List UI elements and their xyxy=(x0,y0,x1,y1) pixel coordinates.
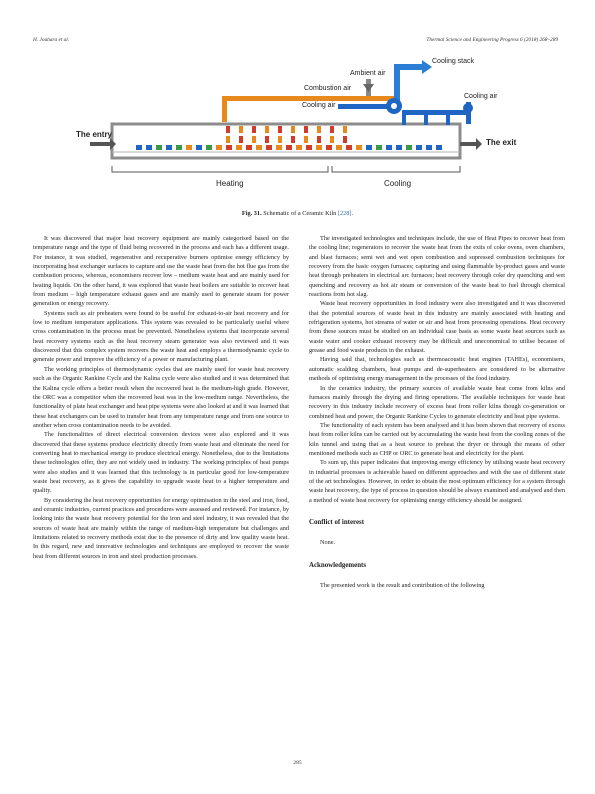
acknowledgements-text: The presented work is the result and contribution of the following xyxy=(320,582,485,589)
right-paragraph: Having said that, technologies such as thermoacoustic heat engines (TAHEs), economisers, automatic scalding chambers, heat pumps and de-superheaters are considered to be alternative methods of optimising energy management in the processes of the food industry. xyxy=(309,356,565,383)
label-cooling-stack: Cooling stack xyxy=(432,58,475,65)
cooling-stack-arrow-icon xyxy=(422,60,432,74)
label-exit: The exit xyxy=(486,138,517,147)
kiln-tunnel xyxy=(112,124,460,158)
heating-zone-bracket xyxy=(112,166,328,172)
left-paragraph: The functionalities of direct electrical conversion devices were also explored and it was discovered that these systems produce electricity directly from waste heat and eliminate the need for converting heat to mechanical energy to produce electrical energy. Nonetheless, due to the limitations these technologies offer, they are not widely used in industry. The working principles of heat pumps were also studies and it was learned that this technology is in particular good for low-temperature waste heat recovery, as it gives the capability to upgrade waste heat to a higher temperature and quality. xyxy=(33,431,289,495)
cooling-air-duct-left xyxy=(338,104,394,109)
right-column xyxy=(309,234,565,590)
label-ambient-air: Ambient air xyxy=(350,70,386,77)
right-paragraph: The investigated technologies and techniques include, the use of Heat Pipes to recover heat from the cooling line; regenerators to recover the waste heat from the exits of coke ovens, oven chambers, and blast furnaces; semi wet and wet open combustion and supressed combustion techniques for recovery from the basic oxygen furnaces; capturing and using flammable by-product gases and waste heat through preheaters in electrical arc furnaces; heat recovery through coke dry quenching and wet quenching and recovery as hot air steam or conversion of the waste heat to fuel through chemical reactions from hot slag. xyxy=(309,235,565,299)
cooling-zone-bracket xyxy=(332,166,460,172)
label-cooling: Cooling xyxy=(384,179,412,188)
running-header-authors: H. Jouhara et al. xyxy=(33,37,70,43)
cooling-air-duct-right xyxy=(402,110,470,115)
left-paragraph: It was discovered that major heat recovery equipment are mainly categorised based on the temperature range and the type of fluid being recovered in the process and each has a different usage. For instance, it was studied, regenerative and recuperative burners optimise energy efficiency by incorporating heat exchanger surfaces to capture and use the waste heat from the hot flue gas from the combustion process, whereas, economisers recover low – medium waste heat and are mainly used for heating liquids. On the other hand, it was explored that waste heat boilers are suitable to recover heat from medium – high temperature exhaust gases and are mainly used to generate steam for power generation or energy recovery. xyxy=(33,235,289,308)
combustion-air-duct xyxy=(222,96,394,101)
cooling-fan-right-icon xyxy=(463,103,473,113)
ambient-air-arrow-icon xyxy=(363,84,374,92)
figure-caption-label: Fig. 31. xyxy=(241,210,262,217)
left-paragraph: Systems such as air preheaters were found to be useful for exhaust-to-air heat recovery and for low to medium temperature applications. This system was revealed to be particularly useful where cross contamination in the process must be prevented. Nonetheless systems that incorporate several heat recovery systems such as the heat recovery steam generator was also reviewed and it was discovered that this complex system recovers the waste heat and employs a thermodynamic cycle to generate power and improve the efficiency of a power or manufacturing plant. xyxy=(33,309,289,364)
left-paragraph: The working principles of thermodynamic cycles that are mainly used for waste heat recovery such as the Organic Rankine Cycle and the Kalina cycle were also studied and it was determined that the Kalina cycle offers a better result when the recovered heat is the medium-high grade. However, the ORC was a competitor when the recovered heat was in the low-medium range. Nevertheless, the functionality of plate heat exchanger and heat pipe systems were also looked at and it was learned that these heat exchangers can be used to transfer heat from any temperature range and from one source to another when cross contamination needs to be avoided. xyxy=(33,365,289,429)
kiln-schematic-figure xyxy=(76,52,526,200)
conflict-of-interest-heading: Conflict of interest xyxy=(309,518,364,526)
right-paragraph: Waste heat recovery opportunities in food industry were also investigated and it was discovered that the potential sources of waste heat in this industry are mainly associated with heating and refrigeration systems, hot streams of water or air and heat from processing operations. Heat recovery from these sources must be studied on an individual case basis as some waste heat sources such as waste water and cooker exhaust recovery may be difficult and uneconomical to utilise because of grease and food waste products in the exhaust. xyxy=(309,300,565,355)
label-cooling-air-right: Cooling air xyxy=(464,93,498,100)
kiln-schematic-svg xyxy=(76,52,526,200)
exit-arrow-icon xyxy=(460,138,482,150)
left-paragraph: By considering the heat recovery opportunities for energy optimisation in the steel and iron, food, and ceramic industries, current practices and procedures were assessed and reviewed. For instance, by looking into the waste heat recovery potential for the iron and steel industry, it was revealed that the sources of waste heat are mainly within the range of medium-high temperature but challenges and limitations related to recovery methods exist due to the presence of dirty and low quality waste heat. In this regard, new and innovative technologies and techniques are employed to recover the waste heat from different sources in iron and steel production processes. xyxy=(33,496,289,560)
combustion-air-drop xyxy=(222,96,227,122)
running-header-journal: Thermal Science and Engineering Progress 6 (2018) 268–289 xyxy=(426,37,558,43)
cooling-stack-top xyxy=(394,64,422,70)
figure-caption: Fig. 31. Schematic of a Ceramic Kiln [228]. xyxy=(241,210,354,217)
label-combustion-air: Combustion air xyxy=(304,85,352,92)
label-entry: The entry xyxy=(76,130,113,139)
label-cooling-air-left: Cooling air xyxy=(302,102,336,109)
conflict-of-interest-text: None. xyxy=(320,539,336,547)
kiln-product-line xyxy=(136,145,442,150)
acknowledgements-heading: Acknowledgements xyxy=(309,561,367,569)
figure-caption-reference-link[interactable]: [228] xyxy=(337,210,352,217)
right-paragraph: The functionality of each system has been analysed and it has been shown that recovery of excess heat from roller kilns can be carried out by accumulating the waste heat from the cooling zones of the kiln tunnel and using that as a heat source to preheat the dryer or through the means of other mentioned methods such as CHP or ORC to generate heat and electricity for the plant. xyxy=(309,421,565,457)
left-column xyxy=(33,234,289,561)
right-paragraph: In the ceramics industry, the primary sources of available waste heat come from kilns and furnaces mainly through the drying and firing operations. The available techniques for waste heat recovery in this industry include recovery of excess heat from roller kilns though co-generation or combined heat and power, the Organic Rankine Cycles to generate electricity and heat pipe systems. xyxy=(309,384,565,420)
figure-caption-text: Schematic of a Ceramic Kiln xyxy=(261,210,338,217)
right-paragraph: To sum up, this paper indicates that improving energy efficiency by utilising waste heat recovery in industrial processes is achievable based on different approaches and with the use of different state of the art technologies. However, in order to obtain the most optimum efficiency for a system through waste heat recovery, the type of process in question should be always examined and analysed and then a method of waste heat recovery for optimising energy efficiency should be assigned. xyxy=(309,459,565,504)
page-number: 285 xyxy=(293,760,302,766)
label-heating: Heating xyxy=(216,179,244,188)
